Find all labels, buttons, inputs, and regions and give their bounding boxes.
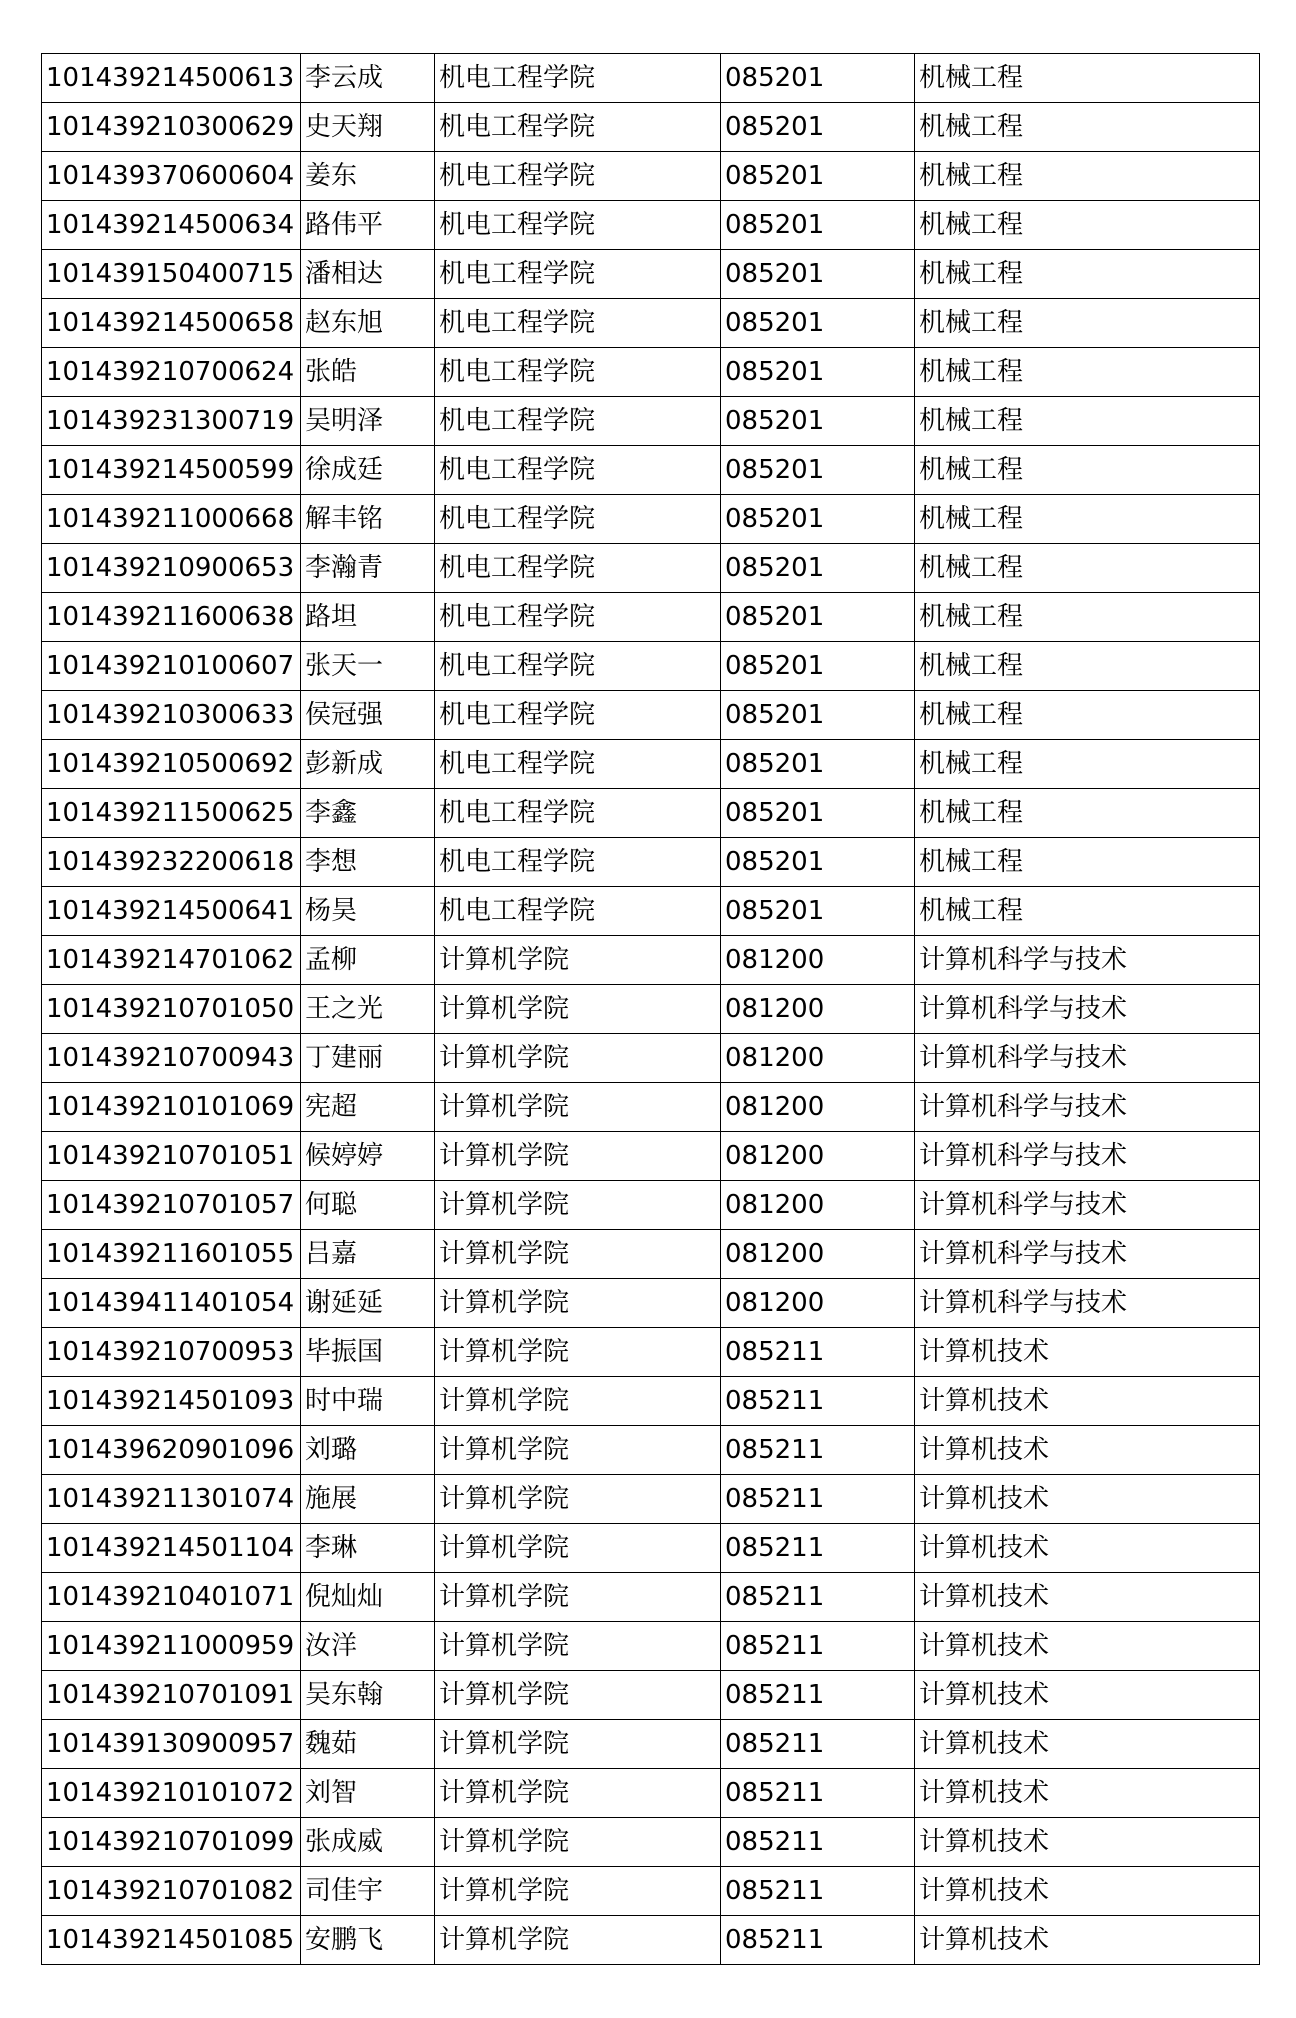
major-name-cell: 计算机技术 <box>915 1769 1260 1818</box>
student-name-cell: 刘璐 <box>301 1426 435 1475</box>
major-name-cell: 计算机技术 <box>915 1328 1260 1377</box>
student-name-cell: 毕振国 <box>301 1328 435 1377</box>
school-cell: 机电工程学院 <box>435 691 721 740</box>
table-row <box>42 936 1260 985</box>
major-code-cell: 085211 <box>721 1867 915 1916</box>
school-cell: 机电工程学院 <box>435 495 721 544</box>
student-name-cell: 张天一 <box>301 642 435 691</box>
exam-id-cell: 101439210701050 <box>42 985 301 1034</box>
exam-id-cell: 101439211600638 <box>42 593 301 642</box>
major-code-cell: 085201 <box>721 789 915 838</box>
major-name-cell: 机械工程 <box>915 887 1260 936</box>
student-name-cell: 倪灿灿 <box>301 1573 435 1622</box>
exam-id-cell: 101439210700943 <box>42 1034 301 1083</box>
table-row <box>42 495 1260 544</box>
major-code-cell: 081200 <box>721 936 915 985</box>
student-name-cell: 孟柳 <box>301 936 435 985</box>
student-name-cell: 潘相达 <box>301 250 435 299</box>
exam-id-cell: 101439214500658 <box>42 299 301 348</box>
table-row <box>42 887 1260 936</box>
school-cell: 机电工程学院 <box>435 299 721 348</box>
major-code-cell: 081200 <box>721 985 915 1034</box>
table-row <box>42 593 1260 642</box>
student-name-cell: 史天翔 <box>301 103 435 152</box>
exam-id-cell: 101439370600604 <box>42 152 301 201</box>
school-cell: 机电工程学院 <box>435 348 721 397</box>
student-name-cell: 候婷婷 <box>301 1132 435 1181</box>
major-code-cell: 085201 <box>721 838 915 887</box>
exam-id-cell: 101439210701091 <box>42 1671 301 1720</box>
exam-id-cell: 101439211500625 <box>42 789 301 838</box>
school-cell: 计算机学院 <box>435 1769 721 1818</box>
major-code-cell: 085201 <box>721 593 915 642</box>
school-cell: 计算机学院 <box>435 936 721 985</box>
school-cell: 计算机学院 <box>435 1622 721 1671</box>
school-cell: 机电工程学院 <box>435 838 721 887</box>
table-row <box>42 1818 1260 1867</box>
school-cell: 计算机学院 <box>435 1230 721 1279</box>
student-name-cell: 解丰铭 <box>301 495 435 544</box>
student-name-cell: 李云成 <box>301 54 435 103</box>
major-code-cell: 081200 <box>721 1279 915 1328</box>
school-cell: 机电工程学院 <box>435 103 721 152</box>
major-name-cell: 机械工程 <box>915 691 1260 740</box>
school-cell: 机电工程学院 <box>435 642 721 691</box>
major-name-cell: 计算机技术 <box>915 1573 1260 1622</box>
student-name-cell: 丁建丽 <box>301 1034 435 1083</box>
school-cell: 机电工程学院 <box>435 593 721 642</box>
table-row <box>42 1769 1260 1818</box>
major-code-cell: 085201 <box>721 691 915 740</box>
major-name-cell: 机械工程 <box>915 495 1260 544</box>
school-cell: 机电工程学院 <box>435 250 721 299</box>
major-name-cell: 机械工程 <box>915 740 1260 789</box>
table-row <box>42 1034 1260 1083</box>
exam-id-cell: 101439210401071 <box>42 1573 301 1622</box>
school-cell: 机电工程学院 <box>435 887 721 936</box>
school-cell: 机电工程学院 <box>435 446 721 495</box>
major-code-cell: 081200 <box>721 1181 915 1230</box>
table-body <box>42 54 1260 1965</box>
student-name-cell: 时中瑞 <box>301 1377 435 1426</box>
student-name-cell: 宪超 <box>301 1083 435 1132</box>
school-cell: 计算机学院 <box>435 1377 721 1426</box>
exam-id-cell: 101439214501093 <box>42 1377 301 1426</box>
major-code-cell: 085201 <box>721 103 915 152</box>
major-name-cell: 计算机技术 <box>915 1867 1260 1916</box>
school-cell: 计算机学院 <box>435 1279 721 1328</box>
student-name-cell: 吴东翰 <box>301 1671 435 1720</box>
table-row <box>42 1328 1260 1377</box>
major-name-cell: 机械工程 <box>915 54 1260 103</box>
major-code-cell: 081200 <box>721 1034 915 1083</box>
school-cell: 计算机学院 <box>435 1034 721 1083</box>
exam-id-cell: 101439210500692 <box>42 740 301 789</box>
exam-id-cell: 101439210701082 <box>42 1867 301 1916</box>
exam-id-cell: 101439231300719 <box>42 397 301 446</box>
major-name-cell: 机械工程 <box>915 397 1260 446</box>
major-name-cell: 机械工程 <box>915 544 1260 593</box>
exam-id-cell: 101439211301074 <box>42 1475 301 1524</box>
school-cell: 机电工程学院 <box>435 201 721 250</box>
student-name-cell: 王之光 <box>301 985 435 1034</box>
major-code-cell: 085211 <box>721 1671 915 1720</box>
major-code-cell: 085201 <box>721 887 915 936</box>
exam-id-cell: 101439214501085 <box>42 1916 301 1965</box>
exam-id-cell: 101439214501104 <box>42 1524 301 1573</box>
major-name-cell: 计算机科学与技术 <box>915 1181 1260 1230</box>
school-cell: 机电工程学院 <box>435 789 721 838</box>
exam-id-cell: 101439232200618 <box>42 838 301 887</box>
table-row <box>42 1720 1260 1769</box>
exam-id-cell: 101439211000959 <box>42 1622 301 1671</box>
table-row <box>42 1573 1260 1622</box>
table-row <box>42 544 1260 593</box>
school-cell: 计算机学院 <box>435 1671 721 1720</box>
exam-id-cell: 101439210701051 <box>42 1132 301 1181</box>
major-name-cell: 计算机科学与技术 <box>915 1230 1260 1279</box>
major-name-cell: 机械工程 <box>915 152 1260 201</box>
exam-id-cell: 101439210100607 <box>42 642 301 691</box>
major-code-cell: 085201 <box>721 397 915 446</box>
student-name-cell: 李鑫 <box>301 789 435 838</box>
exam-id-cell: 101439210300633 <box>42 691 301 740</box>
school-cell: 计算机学院 <box>435 1867 721 1916</box>
major-name-cell: 计算机技术 <box>915 1916 1260 1965</box>
school-cell: 计算机学院 <box>435 1132 721 1181</box>
table-row <box>42 397 1260 446</box>
major-code-cell: 085201 <box>721 250 915 299</box>
student-name-cell: 吴明泽 <box>301 397 435 446</box>
exam-id-cell: 101439210700624 <box>42 348 301 397</box>
major-code-cell: 085211 <box>721 1720 915 1769</box>
major-name-cell: 计算机技术 <box>915 1524 1260 1573</box>
exam-id-cell: 101439210101069 <box>42 1083 301 1132</box>
school-cell: 机电工程学院 <box>435 54 721 103</box>
major-code-cell: 085211 <box>721 1622 915 1671</box>
major-code-cell: 081200 <box>721 1083 915 1132</box>
student-name-cell: 赵东旭 <box>301 299 435 348</box>
student-name-cell: 魏茹 <box>301 1720 435 1769</box>
school-cell: 计算机学院 <box>435 1083 721 1132</box>
student-name-cell: 张成威 <box>301 1818 435 1867</box>
major-name-cell: 计算机科学与技术 <box>915 1034 1260 1083</box>
major-name-cell: 计算机技术 <box>915 1475 1260 1524</box>
student-name-cell: 徐成廷 <box>301 446 435 495</box>
major-name-cell: 计算机技术 <box>915 1377 1260 1426</box>
school-cell: 计算机学院 <box>435 1328 721 1377</box>
major-code-cell: 085201 <box>721 495 915 544</box>
exam-id-cell: 101439210300629 <box>42 103 301 152</box>
major-name-cell: 计算机技术 <box>915 1720 1260 1769</box>
student-name-cell: 路坦 <box>301 593 435 642</box>
major-name-cell: 机械工程 <box>915 299 1260 348</box>
major-code-cell: 085211 <box>721 1475 915 1524</box>
major-code-cell: 081200 <box>721 1230 915 1279</box>
student-name-cell: 侯冠强 <box>301 691 435 740</box>
table-row <box>42 1132 1260 1181</box>
table-row <box>42 1181 1260 1230</box>
major-name-cell: 机械工程 <box>915 201 1260 250</box>
exam-id-cell: 101439150400715 <box>42 250 301 299</box>
major-name-cell: 计算机技术 <box>915 1671 1260 1720</box>
table-row <box>42 1867 1260 1916</box>
school-cell: 计算机学院 <box>435 1475 721 1524</box>
table-row <box>42 789 1260 838</box>
school-cell: 机电工程学院 <box>435 544 721 593</box>
major-code-cell: 085201 <box>721 152 915 201</box>
student-name-cell: 李想 <box>301 838 435 887</box>
major-code-cell: 085201 <box>721 446 915 495</box>
major-code-cell: 085201 <box>721 201 915 250</box>
major-name-cell: 机械工程 <box>915 789 1260 838</box>
table-row <box>42 740 1260 789</box>
exam-id-cell: 101439620901096 <box>42 1426 301 1475</box>
student-name-cell: 李琳 <box>301 1524 435 1573</box>
major-code-cell: 085201 <box>721 642 915 691</box>
major-name-cell: 机械工程 <box>915 593 1260 642</box>
table-row <box>42 838 1260 887</box>
table-row <box>42 103 1260 152</box>
table-row <box>42 642 1260 691</box>
exam-id-cell: 101439210701099 <box>42 1818 301 1867</box>
exam-id-cell: 101439214500641 <box>42 887 301 936</box>
exam-id-cell: 101439210701057 <box>42 1181 301 1230</box>
student-name-cell: 何聪 <box>301 1181 435 1230</box>
major-code-cell: 085201 <box>721 544 915 593</box>
exam-id-cell: 101439214500599 <box>42 446 301 495</box>
major-code-cell: 085211 <box>721 1818 915 1867</box>
student-name-cell: 彭新成 <box>301 740 435 789</box>
table-row <box>42 1230 1260 1279</box>
major-name-cell: 计算机科学与技术 <box>915 985 1260 1034</box>
table-row <box>42 1475 1260 1524</box>
exam-id-cell: 101439211601055 <box>42 1230 301 1279</box>
table-row <box>42 1671 1260 1720</box>
table-row <box>42 348 1260 397</box>
school-cell: 计算机学院 <box>435 1818 721 1867</box>
major-name-cell: 机械工程 <box>915 348 1260 397</box>
major-name-cell: 计算机科学与技术 <box>915 936 1260 985</box>
table-row <box>42 446 1260 495</box>
exam-id-cell: 101439214500613 <box>42 54 301 103</box>
table-row <box>42 54 1260 103</box>
school-cell: 机电工程学院 <box>435 397 721 446</box>
major-code-cell: 085211 <box>721 1916 915 1965</box>
school-cell: 计算机学院 <box>435 985 721 1034</box>
major-code-cell: 081200 <box>721 1132 915 1181</box>
exam-id-cell: 101439214500634 <box>42 201 301 250</box>
table-row <box>42 1426 1260 1475</box>
major-name-cell: 计算机技术 <box>915 1622 1260 1671</box>
exam-id-cell: 101439210101072 <box>42 1769 301 1818</box>
student-name-cell: 安鹏飞 <box>301 1916 435 1965</box>
major-code-cell: 085201 <box>721 348 915 397</box>
table-row <box>42 1524 1260 1573</box>
student-name-cell: 汝洋 <box>301 1622 435 1671</box>
school-cell: 机电工程学院 <box>435 740 721 789</box>
major-code-cell: 085211 <box>721 1524 915 1573</box>
table-row <box>42 1916 1260 1965</box>
exam-id-cell: 101439214701062 <box>42 936 301 985</box>
student-name-cell: 吕嘉 <box>301 1230 435 1279</box>
exam-id-cell: 101439211000668 <box>42 495 301 544</box>
major-name-cell: 机械工程 <box>915 103 1260 152</box>
major-code-cell: 085201 <box>721 299 915 348</box>
major-code-cell: 085211 <box>721 1377 915 1426</box>
major-code-cell: 085201 <box>721 54 915 103</box>
major-name-cell: 机械工程 <box>915 642 1260 691</box>
table-row <box>42 152 1260 201</box>
table-row <box>42 299 1260 348</box>
major-name-cell: 机械工程 <box>915 250 1260 299</box>
major-name-cell: 机械工程 <box>915 446 1260 495</box>
major-name-cell: 机械工程 <box>915 838 1260 887</box>
student-name-cell: 路伟平 <box>301 201 435 250</box>
school-cell: 机电工程学院 <box>435 152 721 201</box>
admission-list-table <box>41 53 1260 1965</box>
major-code-cell: 085211 <box>721 1573 915 1622</box>
student-name-cell: 张皓 <box>301 348 435 397</box>
student-name-cell: 姜东 <box>301 152 435 201</box>
major-code-cell: 085211 <box>721 1769 915 1818</box>
exam-id-cell: 101439130900957 <box>42 1720 301 1769</box>
table-row <box>42 250 1260 299</box>
student-name-cell: 司佳宇 <box>301 1867 435 1916</box>
exam-id-cell: 101439210900653 <box>42 544 301 593</box>
student-name-cell: 刘智 <box>301 1769 435 1818</box>
major-name-cell: 计算机科学与技术 <box>915 1132 1260 1181</box>
school-cell: 计算机学院 <box>435 1720 721 1769</box>
table-row <box>42 1622 1260 1671</box>
student-name-cell: 杨昊 <box>301 887 435 936</box>
major-code-cell: 085211 <box>721 1426 915 1475</box>
school-cell: 计算机学院 <box>435 1426 721 1475</box>
school-cell: 计算机学院 <box>435 1916 721 1965</box>
major-name-cell: 计算机科学与技术 <box>915 1279 1260 1328</box>
table-row <box>42 1377 1260 1426</box>
major-code-cell: 085211 <box>721 1328 915 1377</box>
table-row <box>42 985 1260 1034</box>
student-name-cell: 谢延延 <box>301 1279 435 1328</box>
table-row <box>42 201 1260 250</box>
exam-id-cell: 101439411401054 <box>42 1279 301 1328</box>
student-name-cell: 李瀚青 <box>301 544 435 593</box>
major-name-cell: 计算机技术 <box>915 1426 1260 1475</box>
table-row <box>42 691 1260 740</box>
major-name-cell: 计算机科学与技术 <box>915 1083 1260 1132</box>
exam-id-cell: 101439210700953 <box>42 1328 301 1377</box>
school-cell: 计算机学院 <box>435 1573 721 1622</box>
table-row <box>42 1279 1260 1328</box>
school-cell: 计算机学院 <box>435 1524 721 1573</box>
school-cell: 计算机学院 <box>435 1181 721 1230</box>
major-code-cell: 085201 <box>721 740 915 789</box>
student-name-cell: 施展 <box>301 1475 435 1524</box>
table-row <box>42 1083 1260 1132</box>
major-name-cell: 计算机技术 <box>915 1818 1260 1867</box>
